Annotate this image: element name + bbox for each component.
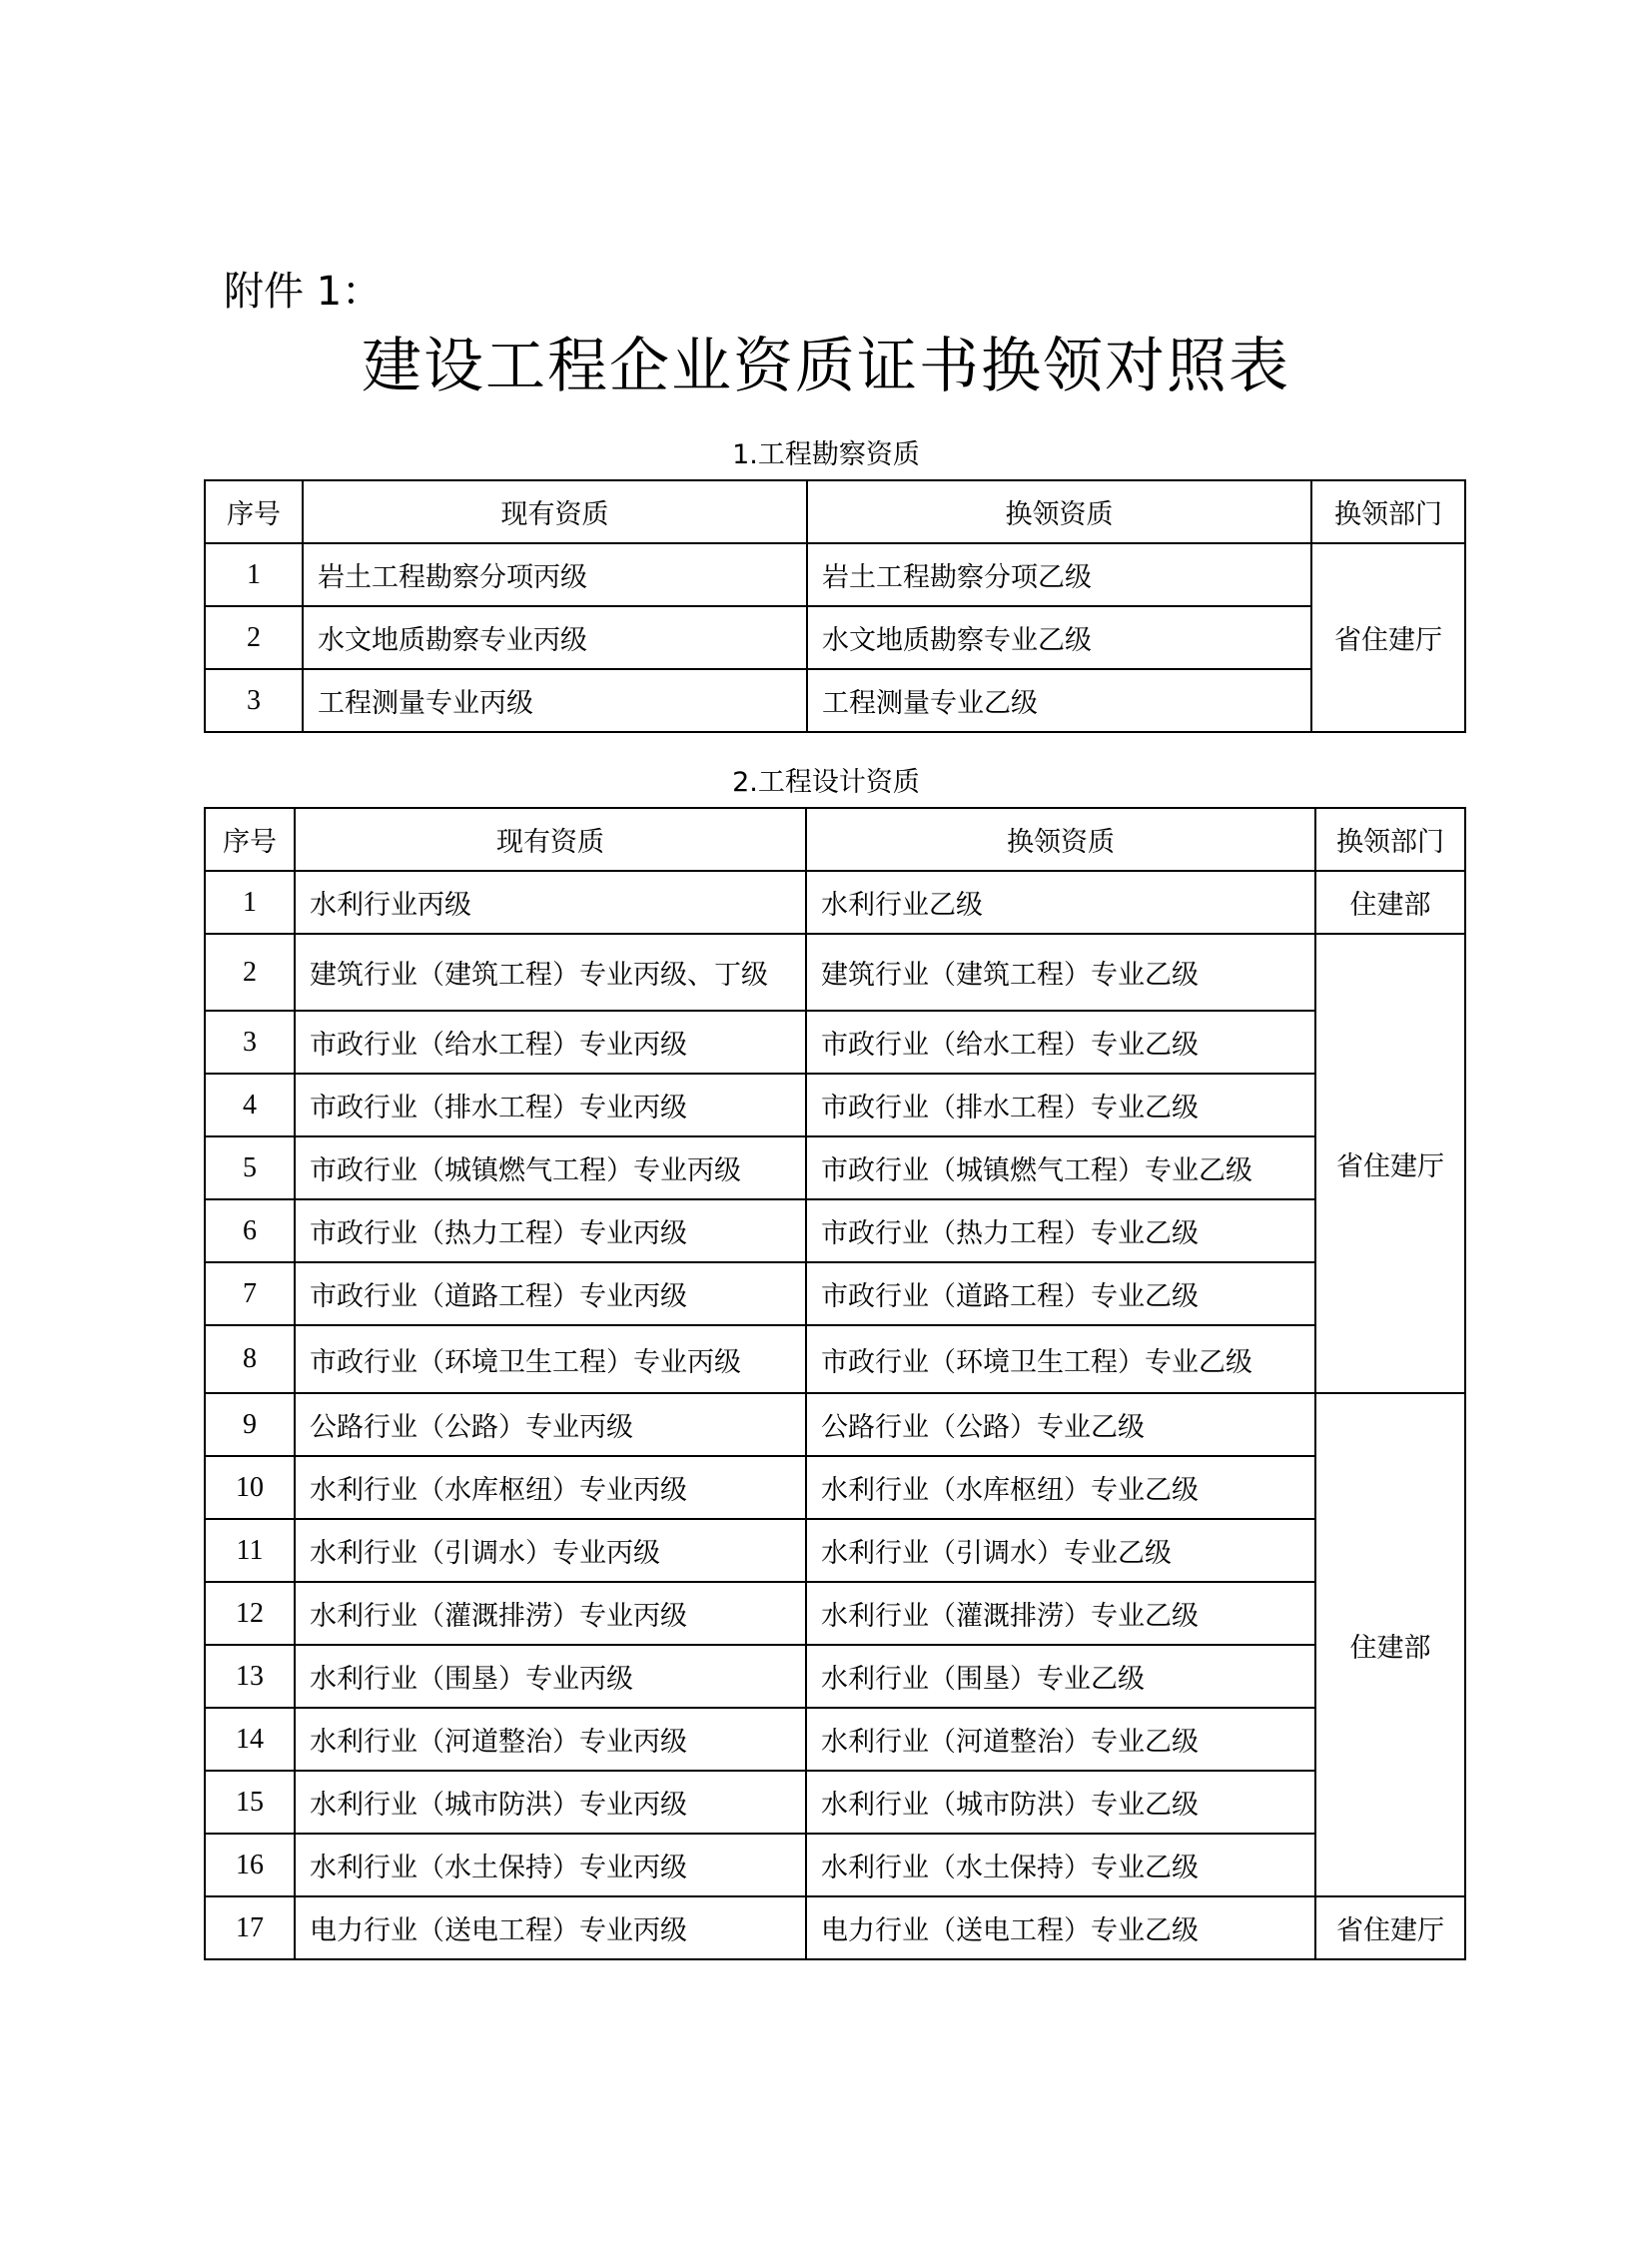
row-dept: 住建部 bbox=[1315, 1393, 1465, 1896]
table-row bbox=[205, 669, 1465, 732]
row-no: 3 bbox=[205, 1011, 295, 1074]
table-row bbox=[205, 934, 1465, 1011]
row-no: 1 bbox=[205, 871, 295, 934]
row-new: 市政行业（热力工程）专业乙级 bbox=[806, 1199, 1315, 1262]
table-row bbox=[205, 1834, 1465, 1896]
row-current: 水利行业（灌溉排涝）专业丙级 bbox=[295, 1582, 806, 1645]
row-new: 水利行业（引调水）专业乙级 bbox=[806, 1519, 1315, 1582]
row-current: 岩土工程勘察分项丙级 bbox=[303, 543, 807, 606]
row-new: 岩土工程勘察分项乙级 bbox=[807, 543, 1311, 606]
row-new: 市政行业（排水工程）专业乙级 bbox=[806, 1074, 1315, 1136]
table-row bbox=[205, 1582, 1465, 1645]
row-current: 建筑行业（建筑工程）专业丙级、丁级 bbox=[295, 934, 806, 1011]
row-new: 建筑行业（建筑工程）专业乙级 bbox=[806, 934, 1315, 1011]
row-no: 9 bbox=[205, 1393, 295, 1456]
table-row bbox=[205, 606, 1465, 669]
row-current: 公路行业（公路）专业丙级 bbox=[295, 1393, 806, 1456]
table-row bbox=[205, 871, 1465, 934]
row-no: 2 bbox=[205, 606, 303, 669]
section-title-design: 2.工程设计资质 bbox=[732, 767, 920, 798]
table-row bbox=[205, 1393, 1465, 1456]
row-no: 3 bbox=[205, 669, 303, 732]
table-row bbox=[205, 1708, 1465, 1771]
table-row bbox=[205, 1011, 1465, 1074]
header-no: 序号 bbox=[205, 808, 295, 871]
row-new: 市政行业（城镇燃气工程）专业乙级 bbox=[806, 1136, 1315, 1199]
row-no: 7 bbox=[205, 1262, 295, 1325]
table-row bbox=[205, 1896, 1465, 1959]
row-no: 12 bbox=[205, 1582, 295, 1645]
row-current: 市政行业（给水工程）专业丙级 bbox=[295, 1011, 806, 1074]
header-current: 现有资质 bbox=[295, 808, 806, 871]
row-current: 水利行业（河道整治）专业丙级 bbox=[295, 1708, 806, 1771]
row-no: 2 bbox=[205, 934, 295, 1011]
row-new: 公路行业（公路）专业乙级 bbox=[806, 1393, 1315, 1456]
table-row bbox=[205, 1136, 1465, 1199]
row-no: 6 bbox=[205, 1199, 295, 1262]
row-new: 市政行业（道路工程）专业乙级 bbox=[806, 1262, 1315, 1325]
row-dept: 省住建厅 bbox=[1315, 1896, 1465, 1959]
header-current: 现有资质 bbox=[303, 480, 807, 543]
row-new: 电力行业（送电工程）专业乙级 bbox=[806, 1896, 1315, 1959]
row-current: 市政行业（环境卫生工程）专业丙级 bbox=[295, 1325, 806, 1393]
row-new: 水利行业乙级 bbox=[806, 871, 1315, 934]
row-new: 水利行业（城市防洪）专业乙级 bbox=[806, 1771, 1315, 1834]
row-new: 水文地质勘察专业乙级 bbox=[807, 606, 1311, 669]
table-row bbox=[205, 1645, 1465, 1708]
row-new: 水利行业（水库枢纽）专业乙级 bbox=[806, 1456, 1315, 1519]
row-current: 水利行业（水库枢纽）专业丙级 bbox=[295, 1456, 806, 1519]
header-dept: 换领部门 bbox=[1315, 808, 1465, 871]
table-row bbox=[205, 1262, 1465, 1325]
row-no: 16 bbox=[205, 1834, 295, 1896]
row-no: 14 bbox=[205, 1708, 295, 1771]
row-no: 10 bbox=[205, 1456, 295, 1519]
row-no: 13 bbox=[205, 1645, 295, 1708]
design-qualification-table bbox=[204, 807, 1466, 1960]
table-row bbox=[205, 543, 1465, 606]
row-new: 水利行业（水土保持）专业乙级 bbox=[806, 1834, 1315, 1896]
row-current: 市政行业（道路工程）专业丙级 bbox=[295, 1262, 806, 1325]
section-title-survey: 1.工程勘察资质 bbox=[732, 439, 920, 470]
row-no: 11 bbox=[205, 1519, 295, 1582]
row-new: 市政行业（给水工程）专业乙级 bbox=[806, 1011, 1315, 1074]
row-new: 水利行业（灌溉排涝）专业乙级 bbox=[806, 1582, 1315, 1645]
row-no: 17 bbox=[205, 1896, 295, 1959]
row-current: 工程测量专业丙级 bbox=[303, 669, 807, 732]
row-dept: 省住建厅 bbox=[1315, 934, 1465, 1393]
row-new: 市政行业（环境卫生工程）专业乙级 bbox=[806, 1325, 1315, 1393]
table-row bbox=[205, 1771, 1465, 1834]
table-header-row bbox=[205, 480, 1465, 543]
header-new: 换领资质 bbox=[807, 480, 1311, 543]
row-new: 水利行业（围垦）专业乙级 bbox=[806, 1645, 1315, 1708]
row-no: 5 bbox=[205, 1136, 295, 1199]
header-dept: 换领部门 bbox=[1311, 480, 1465, 543]
row-new: 工程测量专业乙级 bbox=[807, 669, 1311, 732]
table-row bbox=[205, 1325, 1465, 1393]
survey-qualification-table bbox=[204, 479, 1466, 733]
row-current: 市政行业（排水工程）专业丙级 bbox=[295, 1074, 806, 1136]
row-current: 市政行业（城镇燃气工程）专业丙级 bbox=[295, 1136, 806, 1199]
row-current: 市政行业（热力工程）专业丙级 bbox=[295, 1199, 806, 1262]
table-header-row bbox=[205, 808, 1465, 871]
document-title: 建设工程企业资质证书换领对照表 bbox=[362, 332, 1290, 401]
row-no: 1 bbox=[205, 543, 303, 606]
row-current: 水利行业（水土保持）专业丙级 bbox=[295, 1834, 806, 1896]
header-new: 换领资质 bbox=[806, 808, 1315, 871]
table-row bbox=[205, 1519, 1465, 1582]
row-current: 水利行业（围垦）专业丙级 bbox=[295, 1645, 806, 1708]
table-row bbox=[205, 1199, 1465, 1262]
header-no: 序号 bbox=[205, 480, 303, 543]
row-no: 15 bbox=[205, 1771, 295, 1834]
table-row bbox=[205, 1456, 1465, 1519]
attachment-label: 附件 1： bbox=[224, 269, 383, 315]
row-current: 水利行业（城市防洪）专业丙级 bbox=[295, 1771, 806, 1834]
row-current: 水利行业丙级 bbox=[295, 871, 806, 934]
row-current: 水利行业（引调水）专业丙级 bbox=[295, 1519, 806, 1582]
row-current: 电力行业（送电工程）专业丙级 bbox=[295, 1896, 806, 1959]
row-dept: 住建部 bbox=[1315, 871, 1465, 934]
row-dept: 省住建厅 bbox=[1311, 543, 1465, 732]
row-no: 4 bbox=[205, 1074, 295, 1136]
row-current: 水文地质勘察专业丙级 bbox=[303, 606, 807, 669]
row-new: 水利行业（河道整治）专业乙级 bbox=[806, 1708, 1315, 1771]
table-row bbox=[205, 1074, 1465, 1136]
row-no: 8 bbox=[205, 1325, 295, 1393]
